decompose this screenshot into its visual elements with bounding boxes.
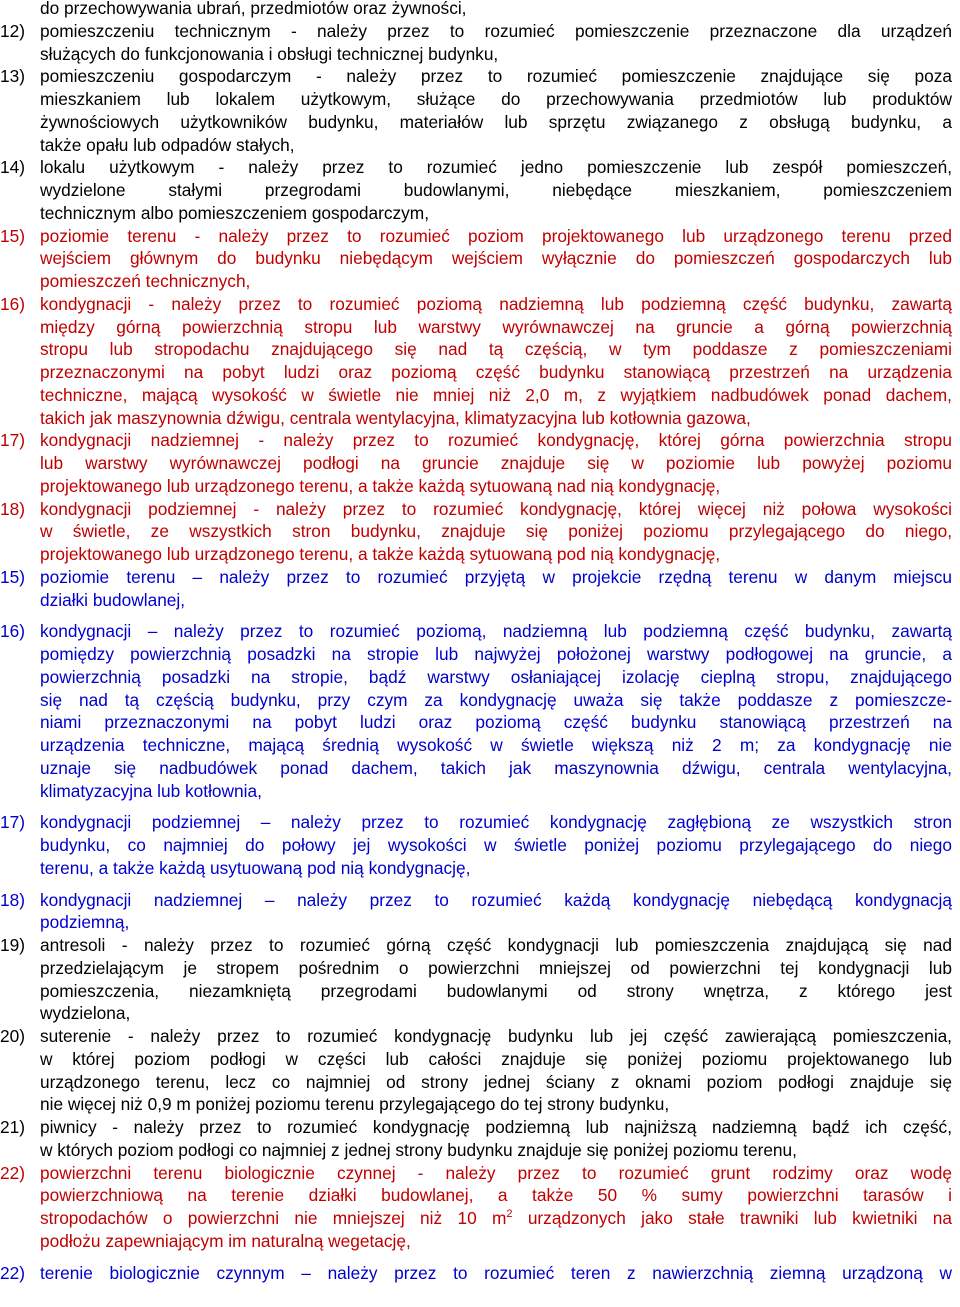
list-item — [0, 498, 952, 566]
text-line: pomieszczenia, niezamkniętą przegrodami budowlanymi od strony wnętrza, z którego jest — [40, 980, 952, 1001]
list-item — [0, 889, 952, 935]
text-line: powierzchnią posadzki na stropie, bądź warstwy osłaniającej izolację cieplną stropu, znajdującego — [40, 666, 952, 687]
text-line: kondygnacji nadziemnej – należy przez to rozumieć każdą kondygnację niebędącą kondygnacją — [40, 889, 952, 910]
list-item-text — [40, 20, 952, 66]
text-line: powierzchniową na terenie działki budowlanej, a także 50 % sumy powierzchni tarasów i — [40, 1185, 952, 1206]
text-line: pomiędzy powierzchnią posadzki na stropie lub najwyżej położonej warstwy podłogowej na gruncie, a — [40, 644, 952, 664]
list-item-number: 19) — [0, 935, 25, 955]
list-item-number: 18) — [0, 498, 25, 519]
list-item-number: 14) — [0, 157, 25, 178]
list-item-text — [40, 889, 952, 935]
list-item-text — [40, 293, 952, 430]
text-line: mieszkaniem lub lokalem użytkowym, służące do przechowywania przedmiotów lub produktów — [40, 89, 952, 109]
text-line: klimatyzacyjna lub kotłownia, — [40, 780, 262, 801]
list-item — [0, 620, 952, 802]
text-line: do przechowywania ubrań, przedmiotów oraz żywności, — [40, 0, 467, 18]
continued-text — [0, 0, 952, 20]
text-line: między górną powierzchnią stropu lub warstwy wyrównawczej na gruncie a górną powierzchnią — [40, 316, 952, 337]
text-line: kondygnacji podziemnej – należy przez to rozumieć kondygnację zagłębioną ze wszystkich stron — [40, 812, 952, 833]
paragraph-gap — [0, 611, 960, 620]
text-line: pomieszczeniu gospodarczym - należy przez to rozumieć pomieszczenie znajdujące się poza — [40, 66, 952, 87]
text-line: niami przeznaczonymi na pobyt ludzi oraz poziomą część budynku stanowiącą przestrzeń na — [40, 712, 952, 733]
text-line: wejściem głównym do budynku niebędącym wejściem wyłącznie do pomieszczeń gospodarczych lub — [40, 248, 952, 269]
text-line: wydzielone stałymi przegrodami budowlanymi, niebędące mieszkaniem, pomieszczeniem — [40, 180, 952, 200]
list-item — [0, 293, 952, 430]
text-line: powierzchni terenu biologicznie czynnej - należy przez to rozumieć grunt rodzimy oraz wodę — [40, 1162, 952, 1183]
list-item — [0, 429, 952, 497]
list-item-number: 16) — [0, 621, 30, 642]
list-item-number: 12) — [0, 20, 25, 41]
text-line: żywnościowych użytkowników budynku, materiałów lub sprzętu związanego z obsługą budynku, a — [40, 111, 952, 132]
list-item-number: 22) — [0, 1262, 30, 1283]
list-item — [0, 566, 952, 612]
text-line: kondygnacji podziemnej - należy przez to rozumieć kondygnację, której więcej niż połowa wysokości — [40, 498, 952, 519]
list-item-text — [40, 429, 952, 497]
text-line: urządzonego terenu, lecz co najmniej od strony jednej ściany z oknami poziom podłogi znajduje się — [40, 1071, 952, 1092]
list-item-number: 15) — [0, 566, 30, 587]
text-line: piwnicy - należy przez to rozumieć kondygnację podziemną lub najniższą nadziemną bądź ich część, — [40, 1117, 952, 1137]
list-item-text — [40, 1025, 952, 1116]
text-line: także opału lub odpadów stałych, — [40, 134, 295, 155]
list-item-text — [40, 498, 952, 566]
text-line: kondygnacji nadziemnej - należy przez to rozumieć kondygnację, której górna powierzchnia stropu — [40, 430, 952, 451]
paragraph-gap — [0, 880, 960, 889]
list-item-number: 22) — [0, 1162, 25, 1183]
text-line: kondygnacji - należy przez to rozumieć poziomą nadziemną lub podziemną część budynku, zawartą — [40, 293, 952, 314]
text-line: poziomie terenu - należy przez to rozumieć poziom projektowanego lub urządzonego terenu przed — [40, 225, 952, 246]
list-item — [0, 156, 952, 224]
text-line: budynku, co najmniej do połowy jej wysokości w świetle poniżej poziomu przylegającego do niego — [40, 835, 952, 855]
list-item-number: 16) — [0, 293, 25, 314]
text-line: w której poziom podłogi w części lub całości znajduje się poniżej poziomu projektowanego lub — [40, 1048, 952, 1069]
text-line: kondygnacji – należy przez to rozumieć poziomą, nadziemną lub podziemną część budynku, zawartą — [40, 621, 952, 642]
list-item — [0, 1162, 952, 1253]
list-item-number: 21) — [0, 1117, 25, 1137]
list-item — [0, 20, 952, 66]
text-line: uznaje się nadbudówek ponad dachem, takich jak maszynownia dźwigu, centrala wentylacyjna, — [40, 757, 952, 778]
text-line: pomieszczeniu technicznym - należy przez to rozumieć pomieszczenie przeznaczone dla urządzeń — [40, 20, 952, 41]
text-line: technicznym albo pomieszczeniem gospodarczym, — [40, 202, 429, 223]
superscript: 2 — [506, 1208, 513, 1220]
list-item-text — [40, 934, 952, 1025]
text-line: projektowanego lub urządzonego terenu, a także każdą sytuowaną pod nią kondygnację, — [40, 544, 721, 564]
list-item — [0, 811, 952, 879]
list-item-text — [40, 156, 952, 224]
text-line: nie więcej niż 0,9 m poniżej poziomu terenu przylegającego do tej strony budynku, — [40, 1094, 670, 1115]
list-item-text — [40, 620, 952, 802]
list-item-number: 15) — [0, 225, 25, 246]
text-line: stropu lub stropodachu znajdującego się nad tą częścią, w tym poddasze z pomieszczeniami — [40, 339, 952, 360]
list-item-text — [40, 811, 952, 879]
list-item — [0, 65, 952, 156]
text-line: lub warstwy wyrównawczej podłogi na gruncie znajduje się w poziomie lub powyżej poziomu — [40, 453, 952, 473]
list-item — [0, 1116, 952, 1162]
text-line: projektowanego lub urządzonego terenu, a także każdą sytuowaną nad nią kondygnację, — [40, 475, 721, 496]
list-item — [0, 934, 952, 1025]
text-line: przedzielającym je stropem pośrednim o powierzchni mniejszej od powierzchni tej kondygnacji lub — [40, 957, 952, 978]
list-item — [0, 1025, 952, 1116]
text-line: terenie biologicznie czynnym – należy przez to rozumieć teren z nawierzchnią ziemną urządzoną w — [40, 1262, 952, 1283]
list-item-text — [40, 1162, 952, 1253]
text-line: wydzielona, — [40, 1003, 131, 1024]
list-item-text — [40, 225, 952, 293]
text-line: techniczne, mającą wysokość w świetle nie mniej niż 2,0 m, z wyjątkiem nadbudówek ponad dachem, — [40, 384, 952, 405]
text-line: się nad tą częścią budynku, przy czym za kondygnację uważa się także poddasze z pomieszcze- — [40, 689, 952, 710]
text-line: w świetle, ze wszystkich stron budynku, znajduje się poniżej poziomu przylegającego do niego, — [40, 521, 952, 542]
text-line: antresoli - należy przez to rozumieć górną część kondygnacji lub pomieszczenia znajdującą się nad — [40, 935, 952, 955]
text-line: urządzenia techniczne, mającą średnią wysokość w świetle większą niż 2 m; za kondygnację nie — [40, 735, 952, 755]
list-item — [0, 225, 952, 293]
list-item-text — [40, 566, 952, 612]
list-item-number: 20) — [0, 1026, 25, 1046]
list-item — [0, 1262, 952, 1285]
list-item-number: 17) — [0, 430, 25, 451]
text-line: przeznaczonymi na pobyt ludzi oraz poziomą część budynku stanowiącą przestrzeń na urządzenia — [40, 362, 952, 382]
list-item-text — [40, 1116, 952, 1162]
text-line: terenu, a także każdą usytuowaną pod nią kondygnację, — [40, 857, 471, 878]
text-line: lokalu użytkowym - należy przez to rozumieć jedno pomieszczenie lub zespół pomieszczeń, — [40, 157, 952, 178]
list-item-text — [40, 1262, 952, 1285]
text-line: stropodachów o powierzchni nie mniejszej niż 10 $m^2$ urządzonych jako stałe trawniki lub kwietniki na — [40, 1208, 952, 1228]
list-item-text — [40, 65, 952, 156]
text-line: takich jak maszynownia dźwigu, centrala wentylacyjna, klimatyzacyjna lub kotłownia gazowa, — [40, 407, 751, 428]
text-line: suterenie - należy przez to rozumieć kondygnację budynku lub jej część zawierającą pomieszczenia, — [40, 1026, 952, 1046]
list-item-number: 17) — [0, 812, 30, 833]
text-line: działki budowlanej, — [40, 589, 186, 610]
text-line: pomieszczeń technicznych, — [40, 271, 251, 291]
paragraph-gap — [0, 802, 960, 811]
text-line: poziomie terenu – należy przez to rozumieć przyjętą w projekcie rzędną terenu w danym miejscu — [40, 566, 952, 587]
list-item-number: 18) — [0, 889, 30, 910]
text-line: podłożu zapewniającym im naturalną wegetację, — [40, 1230, 411, 1251]
list-item-number: 13) — [0, 66, 25, 87]
text-line: służących do funkcjonowania i obsługi technicznej budynku, — [40, 43, 499, 64]
paragraph-gap — [0, 1253, 960, 1262]
text-line: w których poziom podłogi co najmniej z jednej strony budynku znajduje się poniżej poziomu terenu, — [40, 1139, 797, 1160]
text-line: podziemną, — [40, 912, 130, 933]
